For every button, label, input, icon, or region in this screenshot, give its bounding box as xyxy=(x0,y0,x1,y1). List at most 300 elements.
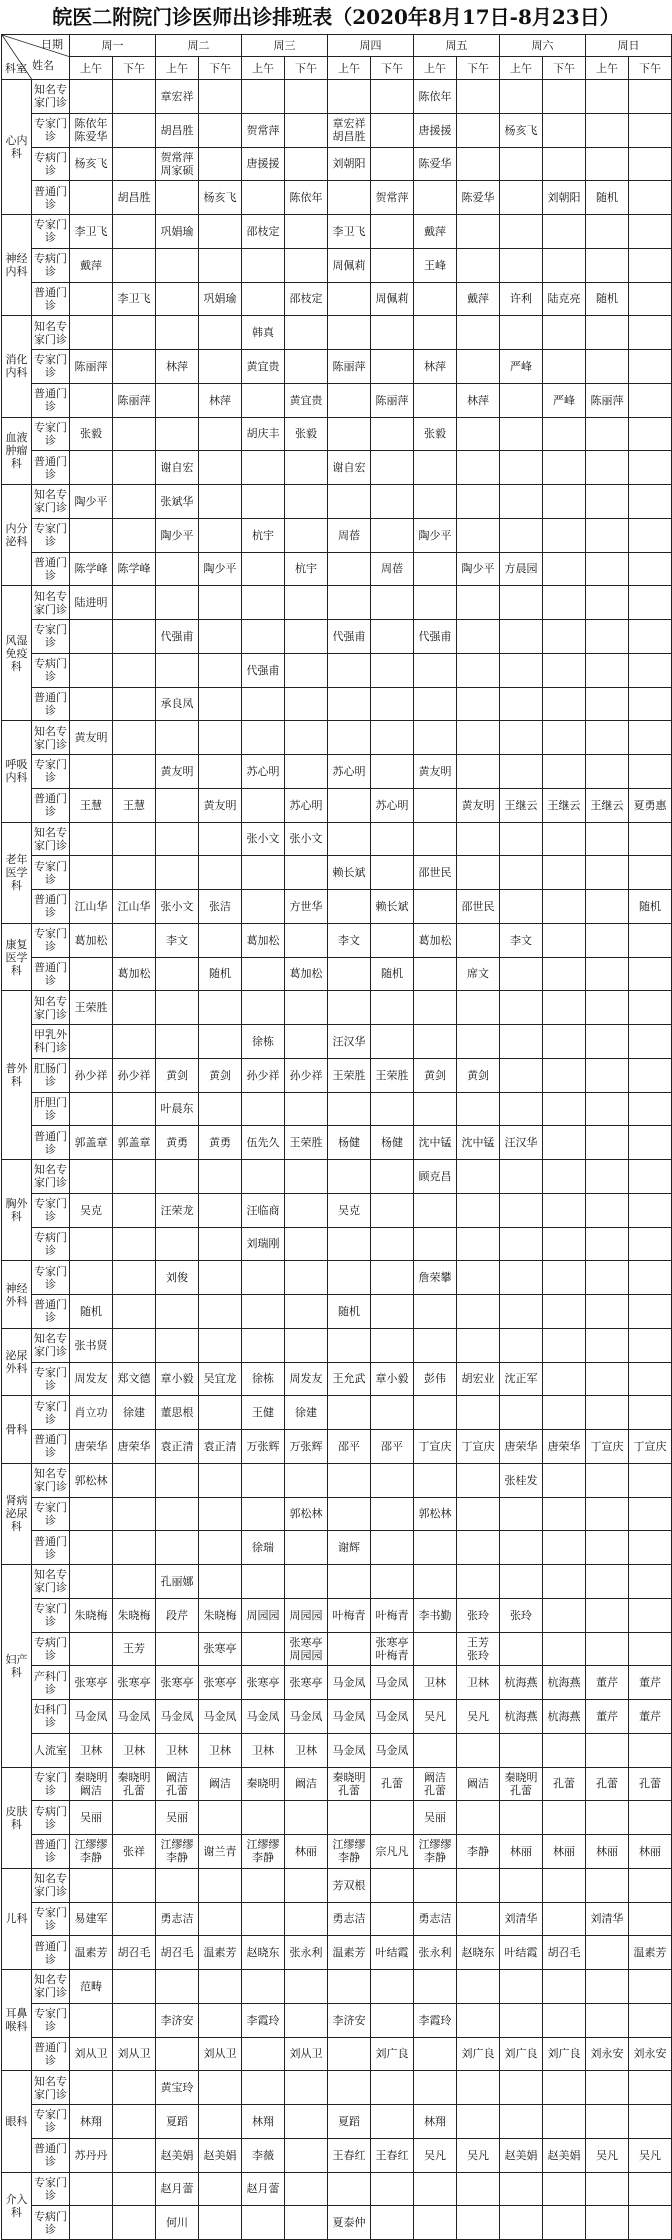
doctor-cell: 随机 xyxy=(199,957,242,991)
doctor-cell: 吴丽 xyxy=(70,1801,113,1835)
doctor-cell: 周佩莉 xyxy=(371,282,414,316)
doctor-cell xyxy=(457,316,500,350)
doctor-cell xyxy=(543,2172,586,2206)
schedule-table xyxy=(1,34,672,2240)
clinic-type: 知名专家门诊 xyxy=(32,1565,70,1599)
table-row xyxy=(2,1227,672,1261)
doctor-cell xyxy=(543,923,586,957)
clinic-type: 知名专家门诊 xyxy=(32,316,70,350)
doctor-cell xyxy=(629,1193,672,1227)
half-day-header: 上午 xyxy=(414,57,457,80)
doctor-cell xyxy=(371,1531,414,1565)
doctor-cell xyxy=(156,1295,199,1329)
doctor-cell: 卫林 xyxy=(457,1666,500,1700)
doctor-cell xyxy=(543,721,586,755)
doctor-cell xyxy=(113,2172,156,2206)
doctor-cell: 林萍 xyxy=(414,350,457,384)
half-day-header: 下午 xyxy=(629,57,672,80)
doctor-cell: 谢辉 xyxy=(328,1531,371,1565)
doctor-cell: 温素芳 xyxy=(328,1936,371,1970)
clinic-type: 专家门诊 xyxy=(32,856,70,890)
doctor-cell: 伍先久 xyxy=(242,1126,285,1160)
doctor-cell xyxy=(113,1868,156,1902)
doctor-cell xyxy=(457,215,500,249)
doctor-cell xyxy=(285,1092,328,1126)
doctor-cell xyxy=(414,1092,457,1126)
doctor-cell xyxy=(500,248,543,282)
doctor-cell xyxy=(371,215,414,249)
doctor-cell xyxy=(457,1733,500,1767)
doctor-cell xyxy=(629,417,672,451)
doctor-cell xyxy=(199,417,242,451)
doctor-cell: 刘朝阳 xyxy=(543,181,586,215)
doctor-cell: 刘广良 xyxy=(543,2037,586,2071)
doctor-cell xyxy=(371,1261,414,1295)
doctor-cell xyxy=(70,687,113,721)
doctor-cell xyxy=(242,1565,285,1599)
doctor-cell xyxy=(629,316,672,350)
doctor-cell xyxy=(629,991,672,1025)
doctor-cell xyxy=(156,721,199,755)
day-header: 周四 xyxy=(328,35,414,57)
doctor-cell: 陶少平 xyxy=(70,485,113,519)
doctor-cell xyxy=(586,2003,629,2037)
doctor-cell: 吴凡 xyxy=(414,1700,457,1734)
doctor-cell: 李文 xyxy=(156,923,199,957)
corner-name-label: 姓名 xyxy=(32,59,54,72)
doctor-cell: 林萍 xyxy=(156,350,199,384)
doctor-cell xyxy=(156,1025,199,1059)
clinic-type: 专病门诊 xyxy=(32,2206,70,2240)
doctor-cell xyxy=(328,1328,371,1362)
doctor-cell: 王慧 xyxy=(70,788,113,822)
doctor-cell xyxy=(629,1396,672,1430)
doctor-cell: 吴克 xyxy=(328,1193,371,1227)
doctor-cell: 张毅 xyxy=(70,417,113,451)
doctor-cell xyxy=(457,147,500,181)
doctor-cell: 刘朝阳 xyxy=(328,147,371,181)
doctor-cell: 孔蕾 xyxy=(543,1767,586,1801)
doctor-cell xyxy=(113,417,156,451)
doctor-cell xyxy=(586,755,629,789)
doctor-cell xyxy=(414,1733,457,1767)
doctor-cell xyxy=(70,2003,113,2037)
doctor-cell xyxy=(500,181,543,215)
half-day-header: 下午 xyxy=(199,57,242,80)
table-row xyxy=(2,620,672,654)
doctor-cell xyxy=(113,248,156,282)
clinic-type: 知名专家门诊 xyxy=(32,485,70,519)
doctor-cell: 张寒亭 xyxy=(199,1666,242,1700)
doctor-cell: 苏心明 xyxy=(285,788,328,822)
doctor-cell: 黄剑 xyxy=(457,1058,500,1092)
doctor-cell: 赵晓东 xyxy=(457,1936,500,1970)
doctor-cell xyxy=(156,1970,199,2004)
doctor-cell: 随机 xyxy=(328,1295,371,1329)
doctor-cell xyxy=(500,417,543,451)
doctor-cell xyxy=(371,2206,414,2240)
doctor-cell xyxy=(371,80,414,114)
doctor-cell: 苏心明 xyxy=(328,755,371,789)
doctor-cell xyxy=(285,113,328,147)
doctor-cell xyxy=(586,552,629,586)
doctor-cell: 杨健 xyxy=(328,1126,371,1160)
doctor-cell: 胡召毛 xyxy=(543,1936,586,1970)
doctor-cell xyxy=(328,552,371,586)
doctor-cell xyxy=(199,1227,242,1261)
doctor-cell: 陈丽萍 xyxy=(113,383,156,417)
clinic-type: 普通门诊 xyxy=(32,687,70,721)
doctor-cell xyxy=(70,1092,113,1126)
doctor-cell: 江缪缪 李静 xyxy=(242,1835,285,1869)
doctor-cell xyxy=(414,282,457,316)
doctor-cell: 刘俊 xyxy=(156,1261,199,1295)
doctor-cell xyxy=(328,1396,371,1430)
doctor-cell: 陶少平 xyxy=(156,518,199,552)
doctor-cell: 卫林 xyxy=(70,1733,113,1767)
doctor-cell: 黄剑 xyxy=(156,1058,199,1092)
doctor-cell xyxy=(371,687,414,721)
doctor-cell xyxy=(629,1497,672,1531)
table-row xyxy=(2,2206,672,2240)
doctor-cell: 孔蕾 xyxy=(629,1767,672,1801)
table-row xyxy=(2,485,672,519)
doctor-cell xyxy=(457,451,500,485)
doctor-cell xyxy=(457,2071,500,2105)
doctor-cell xyxy=(629,721,672,755)
doctor-cell xyxy=(242,1497,285,1531)
doctor-cell: 张小文 xyxy=(156,890,199,924)
doctor-cell xyxy=(414,1531,457,1565)
table-row xyxy=(2,1160,672,1194)
doctor-cell: 葛加松 xyxy=(113,957,156,991)
doctor-cell: 孔蕾 xyxy=(586,1767,629,1801)
doctor-cell: 唐荣华 xyxy=(543,1430,586,1464)
doctor-cell xyxy=(371,1193,414,1227)
doctor-cell: 吴凡 xyxy=(414,2138,457,2172)
doctor-cell xyxy=(328,822,371,856)
doctor-cell xyxy=(414,1396,457,1430)
doctor-cell xyxy=(371,1801,414,1835)
doctor-cell xyxy=(457,1261,500,1295)
doctor-cell xyxy=(285,215,328,249)
doctor-cell xyxy=(586,316,629,350)
table-row xyxy=(2,1295,672,1329)
clinic-type: 普通门诊 xyxy=(32,2138,70,2172)
doctor-cell xyxy=(70,2071,113,2105)
department-name: 普外科 xyxy=(2,991,32,1160)
doctor-cell xyxy=(70,1497,113,1531)
doctor-cell xyxy=(629,923,672,957)
doctor-cell xyxy=(586,1801,629,1835)
doctor-cell xyxy=(242,2206,285,2240)
doctor-cell xyxy=(199,1396,242,1430)
doctor-cell: 马金凤 xyxy=(199,1700,242,1734)
doctor-cell: 章小毅 xyxy=(371,1362,414,1396)
doctor-cell xyxy=(457,417,500,451)
doctor-cell: 赵月蕾 xyxy=(156,2172,199,2206)
doctor-cell xyxy=(70,1531,113,1565)
doctor-cell xyxy=(500,1261,543,1295)
clinic-type: 专家门诊 xyxy=(32,1261,70,1295)
doctor-cell xyxy=(328,991,371,1025)
doctor-cell xyxy=(629,282,672,316)
doctor-cell xyxy=(414,586,457,620)
doctor-cell xyxy=(242,1632,285,1666)
doctor-cell xyxy=(328,282,371,316)
doctor-cell xyxy=(629,620,672,654)
doctor-cell xyxy=(199,620,242,654)
doctor-cell: 王芳 xyxy=(113,1632,156,1666)
doctor-cell: 郭盖章 xyxy=(70,1126,113,1160)
doctor-cell xyxy=(199,316,242,350)
half-day-header: 上午 xyxy=(328,57,371,80)
department-name: 消化内科 xyxy=(2,316,32,417)
doctor-cell: 阚洁 孔蕾 xyxy=(414,1767,457,1801)
doctor-cell xyxy=(543,2003,586,2037)
doctor-cell xyxy=(414,485,457,519)
doctor-cell: 勇志洁 xyxy=(328,1902,371,1936)
doctor-cell xyxy=(285,451,328,485)
doctor-cell xyxy=(457,350,500,384)
doctor-cell xyxy=(371,1295,414,1329)
doctor-cell xyxy=(113,1025,156,1059)
doctor-cell: 苏心明 xyxy=(371,788,414,822)
doctor-cell xyxy=(543,1801,586,1835)
doctor-cell xyxy=(199,485,242,519)
table-row xyxy=(2,653,672,687)
doctor-cell xyxy=(543,1227,586,1261)
doctor-cell xyxy=(414,2172,457,2206)
doctor-cell xyxy=(500,957,543,991)
doctor-cell xyxy=(242,1902,285,1936)
doctor-cell xyxy=(586,1868,629,1902)
doctor-cell xyxy=(500,620,543,654)
doctor-cell xyxy=(371,2172,414,2206)
doctor-cell: 戴萍 xyxy=(457,282,500,316)
doctor-cell xyxy=(285,1970,328,2004)
doctor-cell xyxy=(586,586,629,620)
doctor-cell: 王春红 xyxy=(328,2138,371,2172)
table-row xyxy=(2,350,672,384)
doctor-cell: 黄宜贵 xyxy=(242,350,285,384)
table-row xyxy=(2,113,672,147)
doctor-cell xyxy=(70,80,113,114)
doctor-cell xyxy=(242,1328,285,1362)
doctor-cell xyxy=(586,1092,629,1126)
clinic-type: 专家门诊 xyxy=(32,1193,70,1227)
doctor-cell xyxy=(586,1058,629,1092)
doctor-cell xyxy=(113,1193,156,1227)
doctor-cell xyxy=(543,1362,586,1396)
doctor-cell xyxy=(586,923,629,957)
doctor-cell xyxy=(285,1160,328,1194)
clinic-type: 专家门诊 xyxy=(32,2003,70,2037)
clinic-type: 专家门诊 xyxy=(32,417,70,451)
doctor-cell: 王荣胜 xyxy=(328,1058,371,1092)
clinic-type: 知名专家门诊 xyxy=(32,1160,70,1194)
doctor-cell xyxy=(113,822,156,856)
doctor-cell xyxy=(500,2105,543,2139)
doctor-cell: 阚洁 孔蕾 xyxy=(156,1767,199,1801)
doctor-cell: 王春红 xyxy=(371,2138,414,2172)
doctor-cell xyxy=(113,147,156,181)
doctor-cell xyxy=(586,485,629,519)
doctor-cell xyxy=(457,1227,500,1261)
table-row xyxy=(2,1497,672,1531)
clinic-type: 专家门诊 xyxy=(32,1767,70,1801)
doctor-cell xyxy=(543,417,586,451)
doctor-cell xyxy=(199,721,242,755)
table-row xyxy=(2,417,672,451)
doctor-cell: 杭宇 xyxy=(285,552,328,586)
doctor-cell xyxy=(113,923,156,957)
doctor-cell: 徐栋 xyxy=(242,1025,285,1059)
doctor-cell: 肖立功 xyxy=(70,1396,113,1430)
doctor-cell: 邵世民 xyxy=(414,856,457,890)
doctor-cell: 陶少平 xyxy=(414,518,457,552)
doctor-cell: 江缪缪 李静 xyxy=(156,1835,199,1869)
doctor-cell xyxy=(457,518,500,552)
doctor-cell xyxy=(285,687,328,721)
doctor-cell xyxy=(328,1970,371,2004)
doctor-cell xyxy=(500,485,543,519)
doctor-cell xyxy=(371,586,414,620)
doctor-cell: 苏丹丹 xyxy=(70,2138,113,2172)
doctor-cell: 贺常萍 xyxy=(371,181,414,215)
doctor-cell: 朱晓梅 xyxy=(70,1598,113,1632)
doctor-cell xyxy=(199,1868,242,1902)
doctor-cell xyxy=(586,822,629,856)
doctor-cell xyxy=(285,2071,328,2105)
doctor-cell xyxy=(113,721,156,755)
doctor-cell xyxy=(371,755,414,789)
doctor-cell: 王继云 xyxy=(500,788,543,822)
doctor-cell xyxy=(543,80,586,114)
clinic-type: 专家门诊 xyxy=(32,620,70,654)
doctor-cell xyxy=(156,2037,199,2071)
doctor-cell xyxy=(629,383,672,417)
doctor-cell xyxy=(242,788,285,822)
doctor-cell: 刘清华 xyxy=(500,1902,543,1936)
doctor-cell xyxy=(328,1463,371,1497)
doctor-cell xyxy=(500,383,543,417)
table-row xyxy=(2,991,672,1025)
doctor-cell: 沈正军 xyxy=(500,1362,543,1396)
clinic-type: 专家门诊 xyxy=(32,1362,70,1396)
doctor-cell xyxy=(199,1970,242,2004)
doctor-cell: 葛加松 xyxy=(414,923,457,957)
doctor-cell: 林丽 xyxy=(543,1835,586,1869)
doctor-cell xyxy=(156,991,199,1025)
doctor-cell: 李卫飞 xyxy=(113,282,156,316)
doctor-cell xyxy=(70,822,113,856)
doctor-cell xyxy=(199,1261,242,1295)
doctor-cell: 胡宏业 xyxy=(457,1362,500,1396)
doctor-cell xyxy=(156,282,199,316)
doctor-cell xyxy=(500,721,543,755)
doctor-cell xyxy=(414,451,457,485)
corner-header xyxy=(2,35,70,80)
doctor-cell xyxy=(371,1328,414,1362)
doctor-cell xyxy=(629,1227,672,1261)
doctor-cell: 陈丽萍 xyxy=(70,350,113,384)
doctor-cell: 张斌华 xyxy=(156,485,199,519)
doctor-cell xyxy=(586,417,629,451)
doctor-cell: 卫林 xyxy=(199,1733,242,1767)
doctor-cell xyxy=(586,1261,629,1295)
doctor-cell xyxy=(242,552,285,586)
doctor-cell xyxy=(371,1463,414,1497)
doctor-cell: 随机 xyxy=(629,890,672,924)
doctor-cell xyxy=(285,923,328,957)
doctor-cell: 葛加松 xyxy=(70,923,113,957)
doctor-cell xyxy=(629,552,672,586)
doctor-cell xyxy=(543,451,586,485)
doctor-cell xyxy=(500,2172,543,2206)
corner-dept-label: 科室 xyxy=(5,62,27,75)
doctor-cell xyxy=(242,451,285,485)
clinic-type: 专病门诊 xyxy=(32,1801,70,1835)
doctor-cell xyxy=(543,113,586,147)
department-name: 神经内科 xyxy=(2,215,32,316)
doctor-cell xyxy=(500,80,543,114)
doctor-cell: 陈丽萍 xyxy=(328,350,371,384)
doctor-cell xyxy=(70,1160,113,1194)
doctor-cell: 黄友明 xyxy=(199,788,242,822)
doctor-cell: 万张辉 xyxy=(285,1430,328,1464)
doctor-cell: 许利 xyxy=(500,282,543,316)
clinic-type: 肛肠门诊 xyxy=(32,1058,70,1092)
doctor-cell xyxy=(199,215,242,249)
doctor-cell xyxy=(156,1868,199,1902)
doctor-cell xyxy=(113,1801,156,1835)
doctor-cell: 林翔 xyxy=(70,2105,113,2139)
doctor-cell xyxy=(543,687,586,721)
doctor-cell xyxy=(113,856,156,890)
doctor-cell xyxy=(586,1936,629,1970)
doctor-cell xyxy=(285,147,328,181)
doctor-cell: 董芹 xyxy=(586,1666,629,1700)
table-row xyxy=(2,856,672,890)
doctor-cell: 黄勇 xyxy=(156,1126,199,1160)
doctor-cell xyxy=(328,383,371,417)
doctor-cell xyxy=(586,1295,629,1329)
doctor-cell: 黄宝玲 xyxy=(156,2071,199,2105)
doctor-cell xyxy=(328,1227,371,1261)
doctor-cell: 张毅 xyxy=(285,417,328,451)
clinic-type: 普通门诊 xyxy=(32,788,70,822)
doctor-cell: 席文 xyxy=(457,957,500,991)
clinic-type: 知名专家门诊 xyxy=(32,1463,70,1497)
doctor-cell xyxy=(285,2105,328,2139)
doctor-cell: 刘从卫 xyxy=(285,2037,328,2071)
doctor-cell xyxy=(414,822,457,856)
doctor-cell: 杨亥飞 xyxy=(199,181,242,215)
doctor-cell xyxy=(199,248,242,282)
doctor-cell xyxy=(414,2206,457,2240)
doctor-cell xyxy=(629,1058,672,1092)
doctor-cell: 代强甫 xyxy=(328,620,371,654)
doctor-cell xyxy=(242,1463,285,1497)
doctor-cell: 杭海燕 xyxy=(500,1700,543,1734)
doctor-cell xyxy=(414,552,457,586)
doctor-cell xyxy=(70,653,113,687)
doctor-cell: 王荣胜 xyxy=(285,1126,328,1160)
doctor-cell xyxy=(629,2071,672,2105)
doctor-cell xyxy=(586,1598,629,1632)
doctor-cell xyxy=(156,552,199,586)
